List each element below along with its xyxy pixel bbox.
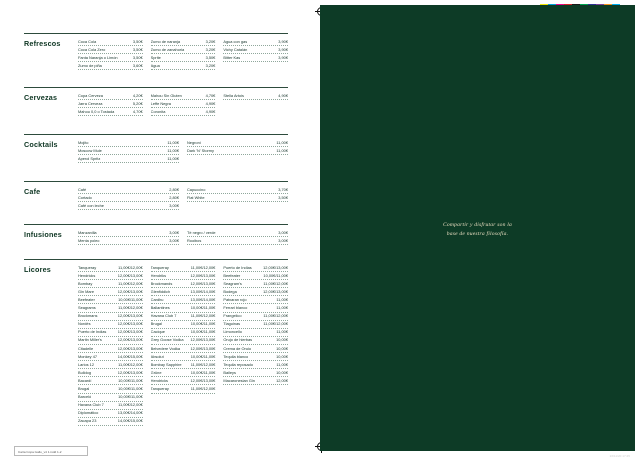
menu-item-price: 12,00€/13,00€	[117, 288, 143, 294]
menu-item	[151, 345, 216, 353]
menu-item-price: 11,00€/12,00€	[118, 361, 143, 367]
menu-item-price: 3,70€	[278, 186, 288, 192]
menu-item	[78, 108, 143, 116]
menu-item	[223, 329, 288, 337]
section-columns	[78, 139, 288, 163]
menu-column	[223, 38, 288, 70]
menu-item-name: Diplomático	[78, 411, 99, 416]
menu-item-name: Mahou Sin Gluten	[150, 93, 182, 98]
menu-item-name: Tequila blanco	[223, 354, 249, 359]
menu-item	[223, 369, 288, 377]
menu-item	[223, 288, 288, 296]
menu-item	[223, 353, 288, 361]
menu-item-name: Cardhu	[150, 297, 164, 302]
section-columns	[78, 38, 288, 70]
menu-item	[187, 194, 288, 202]
menu-item-price: 10,00€/11,00€	[118, 296, 143, 302]
menu-item	[151, 46, 216, 54]
menu-item-name: Copa Cerveza	[78, 93, 103, 98]
menu-item-name: Agua	[150, 63, 160, 68]
menu-item	[78, 353, 143, 361]
menu-item	[151, 108, 216, 116]
menu-item-price: 10,00€	[276, 345, 289, 351]
menu-item	[151, 296, 216, 304]
menu-item-price: 4,70€	[132, 108, 143, 114]
section-columns	[78, 92, 288, 116]
menu-item-price: 12,00€/13,00€	[263, 288, 289, 294]
menu-item-name: Agua con gas	[223, 39, 248, 44]
quote-line-1: Compartir y disfrutar son la	[442, 222, 512, 228]
menu-item-name: Sprite	[150, 55, 161, 60]
menu-item	[223, 345, 288, 353]
menu-item-name: Rooibos	[187, 238, 202, 243]
menu-item-price: 3,00€	[169, 237, 179, 243]
menu-item-name: Coca Cola	[78, 39, 97, 44]
menu-item-name: Ferrari blanco	[223, 306, 248, 310]
menu-item	[151, 377, 216, 385]
menu-item-price: 11,00€	[276, 305, 289, 311]
menu-item-name: Zacapa 23	[78, 419, 97, 424]
section-title: Refrescos	[24, 39, 61, 48]
section-title: Cervezas	[24, 93, 58, 102]
menu-item	[151, 100, 216, 108]
menu-item	[223, 46, 288, 54]
menu-item-price: 4,90€	[278, 92, 289, 98]
menu-item-price: 13,00€/14,00€	[117, 410, 143, 416]
menu-item-price: 10,00€/11,00€	[190, 369, 216, 375]
menu-item	[78, 321, 143, 329]
menu-item-price: 2,80€	[169, 186, 179, 192]
menu-item-price: 10,00€	[276, 337, 289, 343]
menu-item	[78, 369, 143, 377]
menu-item-price: 11,00€	[276, 147, 288, 153]
menu-item	[223, 54, 288, 62]
menu-item-name: Flat White	[187, 195, 205, 200]
menu-column	[78, 264, 143, 426]
menu-item-price: 11,00€	[276, 296, 289, 302]
menu-item-price: 3,00€	[278, 237, 288, 243]
menu-item	[151, 304, 216, 312]
menu-item-name: Bombay Sapphire	[150, 362, 182, 367]
menu-item-name: Zumo de piña	[78, 63, 102, 68]
menu-item-price: 11,00€/12,00€	[190, 361, 216, 367]
menu-item-name: Baileys	[223, 370, 236, 375]
menu-item-name: Café	[78, 187, 87, 192]
menu-item-name: Beefeater	[78, 297, 95, 302]
menu-item-name: Tequila reposado	[223, 362, 253, 367]
menu-item-name: Brugal	[150, 322, 162, 327]
menu-item	[223, 337, 288, 345]
menu-item-name: Havana Club 7	[150, 314, 177, 319]
menu-item	[78, 46, 143, 54]
menu-item	[78, 280, 143, 288]
menu-item-name: Manzanilla	[78, 230, 97, 235]
menu-item-name: Capuccino	[187, 187, 206, 192]
menu-item	[78, 410, 143, 418]
section-divider	[24, 87, 288, 88]
menu-item	[78, 345, 143, 353]
menu-item-price: 10,00€	[276, 369, 289, 375]
menu-section-cervezas	[24, 92, 288, 116]
menu-item-price: 3,50€	[132, 46, 143, 52]
section-columns	[78, 229, 288, 245]
menu-column	[187, 186, 288, 210]
menu-item-price: 11,00€	[167, 139, 179, 145]
menu-item	[151, 313, 216, 321]
section-title: Cocktails	[24, 140, 58, 149]
menu-item	[78, 139, 179, 147]
menu-item-name: Monkey 47	[78, 354, 98, 359]
menu-item	[78, 272, 143, 280]
menu-item	[151, 385, 216, 393]
menu-section-infusiones	[24, 229, 288, 245]
quote-line-2: base de nuestra filosofía.	[446, 230, 509, 237]
menu-item-price: 3,90€	[278, 38, 289, 44]
menu-item-name: Tanqueray	[150, 265, 169, 270]
menu-item-price: 12,00€/13,00€	[190, 272, 216, 278]
menu-item-price: 12,00€/13,00€	[190, 345, 216, 351]
menu-item-price: 11,00€/12,00€	[118, 305, 143, 311]
section-title: Cafe	[24, 187, 41, 196]
menu-item-name: Nordés	[78, 322, 91, 327]
menu-item	[223, 377, 288, 385]
menu-item	[78, 402, 143, 410]
menu-item-price: 3,90€	[278, 54, 289, 60]
print-timestamp-footer: 23/11/20 17:45	[609, 454, 630, 458]
menu-item-price: 13,00€/14,00€	[190, 288, 216, 294]
menu-item-name: Café con leche	[78, 203, 104, 208]
menu-item-name: Vichy Catalán	[223, 47, 248, 52]
menu-item	[78, 92, 143, 100]
menu-item-name: Grey Goose Vodka	[150, 338, 184, 343]
menu-column	[78, 38, 143, 70]
menu-item	[151, 54, 216, 62]
menu-item-price: 10,00€/11,00€	[190, 353, 216, 359]
menu-item-name: Tanqueray	[150, 387, 169, 391]
menu-item-name: Stella Artois	[223, 93, 244, 98]
menu-item	[223, 361, 288, 369]
menu-item-price: 10,00€/11,00€	[190, 321, 216, 327]
menu-item	[78, 202, 179, 210]
menu-item-price: 10,00€/11,00€	[118, 394, 143, 400]
menu-item-name: Martin Miller's	[78, 338, 102, 343]
menu-item	[187, 139, 288, 147]
menu-item-price: 11,00€/12,00€	[263, 321, 289, 327]
philosophy-quote	[320, 221, 635, 239]
menu-section-cocktails	[24, 139, 288, 163]
menu-item-price: 12,00€/13,00€	[190, 280, 216, 286]
menu-item-name: Cacique	[150, 330, 165, 335]
menu-item-name: Glenfiddich	[150, 289, 171, 294]
menu-item	[78, 394, 143, 402]
menu-item	[151, 264, 216, 272]
menu-item-name: Brockmands	[150, 281, 173, 286]
menu-item-price: 3,60€	[132, 62, 143, 68]
menu-item-price: 4,90€	[205, 108, 216, 114]
menu-column	[151, 92, 216, 116]
menu-item-name: Gin Mare	[78, 289, 94, 294]
section-title: Infusiones	[24, 230, 62, 239]
menu-item	[223, 280, 288, 288]
menu-item-price: 11,00€/12,00€	[263, 313, 289, 319]
menu-item	[151, 288, 216, 296]
menu-column	[151, 264, 216, 426]
menu-item-price: 3,50€	[132, 54, 143, 60]
menu-item-name: Menta poleo	[78, 238, 100, 243]
menu-item	[78, 337, 143, 345]
menu-section-refrescos	[24, 38, 288, 70]
menu-item	[78, 38, 143, 46]
menu-column	[78, 229, 179, 245]
menu-item-price: 10,00€/11,00€	[118, 377, 143, 383]
menu-item-price: 11,00€	[167, 155, 179, 161]
menu-item	[78, 304, 143, 312]
menu-item-price: 3,00€	[278, 229, 288, 235]
menu-section-cafe	[24, 186, 288, 210]
menu-item-name: Té negro / verde	[187, 230, 216, 235]
menu-item	[151, 361, 216, 369]
menu-item-name: Citadelle	[78, 346, 94, 351]
menu-item-price: 11,00€/12,00€	[190, 386, 216, 391]
menu-item-price: 12,00€/13,00€	[117, 337, 143, 343]
section-divider	[24, 181, 288, 182]
menu-item-name: Havana Club 7	[78, 403, 104, 408]
green-cover-page	[320, 5, 635, 451]
menu-item-name: Crema de Orujo	[223, 346, 252, 351]
menu-item-price: 12,00€/13,00€	[190, 377, 216, 383]
menu-item-price: 3,50€	[278, 194, 288, 200]
menu-item	[78, 418, 143, 426]
menu-item-name: Puerto de Indias	[78, 330, 107, 335]
menu-column	[223, 92, 288, 116]
menu-item-price: 4,20€	[132, 92, 143, 98]
menu-item-name: Bulldog	[78, 370, 91, 375]
menu-item	[78, 264, 143, 272]
menu-item-price: 11,00€/12,00€	[263, 280, 289, 286]
menu-item-price: 3,20€	[205, 46, 216, 52]
menu-item-name: Seagram's	[223, 281, 242, 286]
menu-item-name: Barceló	[78, 395, 92, 399]
menu-item-name: Tiaguinas	[223, 322, 241, 327]
menu-item	[151, 329, 216, 337]
menu-item-name: Bacardí	[78, 378, 92, 383]
menu-item	[78, 237, 179, 245]
menu-item-name: Coronita	[150, 109, 166, 114]
menu-column	[151, 38, 216, 70]
menu-item-name: Negroni	[187, 140, 201, 145]
menu-item-price: 10,00€	[276, 353, 289, 359]
menu-item-name: Mahou 0,0 o Tostada	[78, 109, 115, 114]
menu-item-name: Larios 12	[78, 362, 95, 367]
menu-item-price: 13,00€/14,00€	[190, 296, 216, 302]
menu-item	[78, 329, 143, 337]
menu-column	[187, 139, 288, 163]
menu-item	[223, 38, 288, 46]
menu-item-name: Moscow Mule	[78, 148, 102, 153]
menu-item	[78, 194, 179, 202]
menu-item-name: Limoncello	[223, 330, 242, 335]
menu-section-licores	[24, 264, 288, 426]
menu-item-name: Brockmans	[78, 314, 98, 319]
menu-item-price: 3,50€	[132, 38, 143, 44]
menu-item-price: 2,80€	[169, 194, 179, 200]
menu-item-name: Macaronesian Gin	[223, 378, 255, 383]
menu-item-name: Seagrams	[78, 306, 96, 310]
menu-item-name: Fanta Naranja o Limón	[78, 55, 118, 60]
menu-item-price: 11,00€/12,00€	[190, 264, 216, 270]
drinks-menu-left-page	[0, 0, 312, 461]
menu-column	[78, 139, 179, 163]
menu-item-name: Absolut	[150, 354, 164, 359]
menu-item-price: 11,00€/12,00€	[118, 264, 143, 270]
menu-item-name: Coca Cola Zero	[78, 47, 106, 52]
menu-item-price: 11,00€	[276, 361, 289, 367]
menu-item-price: 10,00€/11,00€	[263, 272, 289, 278]
menu-item-price: 12,00€/13,00€	[190, 337, 216, 343]
menu-item-name: Frangelico	[223, 314, 242, 319]
menu-item-price: 4,70€	[205, 92, 216, 98]
menu-item-price: 3,20€	[205, 38, 216, 44]
section-title: Licores	[24, 265, 51, 274]
menu-item-name: Hendriks	[150, 273, 167, 278]
menu-item-price: 12,00€/13,00€	[117, 272, 143, 278]
menu-item-name: Brugal	[78, 387, 90, 391]
menu-item-name: Puerto de Indias	[223, 265, 252, 270]
menu-item-price: 14,00€/15,00€	[117, 418, 143, 424]
section-divider	[24, 224, 288, 225]
menu-item	[78, 377, 143, 385]
menu-item	[78, 288, 143, 296]
menu-item	[187, 237, 288, 245]
menu-item-name: Beefeater	[223, 273, 241, 278]
section-divider	[24, 259, 288, 260]
menu-item	[151, 369, 216, 377]
menu-item-price: 12,00€/13,00€	[117, 345, 143, 351]
menu-item-name: Cortado	[78, 195, 92, 200]
menu-item	[187, 147, 288, 155]
section-divider	[24, 134, 288, 135]
menu-item-price: 12,00€/13,00€	[117, 329, 143, 335]
menu-item	[151, 353, 216, 361]
menu-item-name: Mojito	[78, 140, 89, 145]
menu-item	[151, 280, 216, 288]
menu-item-price: 12,00€/13,00€	[117, 321, 143, 327]
menu-item-price: 11,00€/12,00€	[190, 313, 216, 319]
menu-item	[187, 229, 288, 237]
menu-item-price: 11,00€	[167, 147, 179, 153]
menu-item	[151, 321, 216, 329]
menu-item-name: Belvedere Vodka	[150, 346, 181, 351]
menu-item	[78, 186, 179, 194]
menu-item-price: 3,20€	[205, 62, 216, 68]
menu-item	[78, 100, 143, 108]
menu-item-price: 11,00€	[276, 329, 289, 335]
menu-item-price: 11,00€	[276, 139, 288, 145]
menu-item	[151, 92, 216, 100]
menu-item-name: Grüne	[150, 370, 162, 375]
menu-item	[223, 264, 288, 272]
menu-item-price: 12,00€/13,00€	[263, 264, 289, 270]
menu-item	[78, 54, 143, 62]
menu-item-price: 10,00€/11,00€	[118, 386, 143, 391]
menu-item	[223, 272, 288, 280]
menu-item	[223, 92, 288, 100]
section-divider	[24, 33, 288, 34]
menu-item-price: 11,00€/12,00€	[118, 280, 143, 286]
menu-item-name: Hendricks	[78, 273, 96, 278]
menu-item	[223, 321, 288, 329]
menu-item-price: 3,00€	[169, 202, 179, 208]
menu-item-price: 10,00€/11,00€	[190, 329, 216, 335]
print-filename-footer: Carta Copa Gallo_v4 1.indd 1-2	[14, 446, 88, 456]
menu-item-price: 5,20€	[132, 100, 143, 106]
menu-column	[223, 264, 288, 426]
menu-item	[78, 155, 179, 163]
menu-item-price: 3,50€	[205, 54, 216, 60]
menu-item-name: Leffe Negra	[150, 101, 171, 106]
menu-item-price: 3,90€	[278, 46, 289, 52]
menu-item	[151, 337, 216, 345]
section-columns	[78, 264, 288, 426]
menu-item	[151, 272, 216, 280]
menu-item	[78, 296, 143, 304]
menu-item	[78, 62, 143, 70]
menu-item-price: 12,00€/13,00€	[117, 369, 143, 375]
menu-item-price: 12,00€	[276, 377, 289, 383]
menu-item-name: Bodega	[223, 289, 237, 294]
menu-item	[78, 229, 179, 237]
menu-item-name: Ballantines	[150, 306, 170, 310]
menu-item-name: Patxaran rojo	[223, 297, 247, 302]
menu-item-name: Bitter Kas	[223, 55, 241, 60]
menu-item-name: Jarra Cerveza	[78, 101, 103, 106]
menu-item-name: Orujo de hierbas	[223, 338, 253, 343]
menu-column	[78, 186, 179, 210]
menu-item-name: Aperol Spritz	[78, 156, 101, 161]
menu-item	[187, 186, 288, 194]
menu-item-name: Bombay	[78, 281, 93, 286]
menu-item	[151, 38, 216, 46]
menu-item-name: Dark 'N' Stormy	[187, 148, 214, 153]
menu-item-price: 3,00€	[169, 229, 179, 235]
menu-item-price: 4,90€	[205, 100, 216, 106]
menu-item-price: 10,00€/11,00€	[190, 305, 216, 311]
menu-item-price: 12,00€/13,00€	[117, 313, 143, 319]
menu-item-name: Tanqueray	[78, 265, 97, 270]
menu-item	[78, 361, 143, 369]
menu-item-name: Hendricks	[150, 378, 168, 383]
menu-item	[223, 296, 288, 304]
menu-column	[78, 92, 143, 116]
menu-item	[78, 313, 143, 321]
menu-column	[187, 229, 288, 245]
menu-item	[78, 147, 179, 155]
section-columns	[78, 186, 288, 210]
menu-item-name: Zumo de zanahoria	[150, 47, 185, 52]
menu-item-price: 11,00€/12,00€	[118, 402, 143, 408]
menu-item	[223, 313, 288, 321]
menu-item-name: Zumo de naranja	[150, 39, 181, 44]
menu-item	[78, 385, 143, 393]
menu-item-price: 14,00€/15,00€	[117, 353, 143, 359]
menu-item	[223, 304, 288, 312]
menu-item	[151, 62, 216, 70]
